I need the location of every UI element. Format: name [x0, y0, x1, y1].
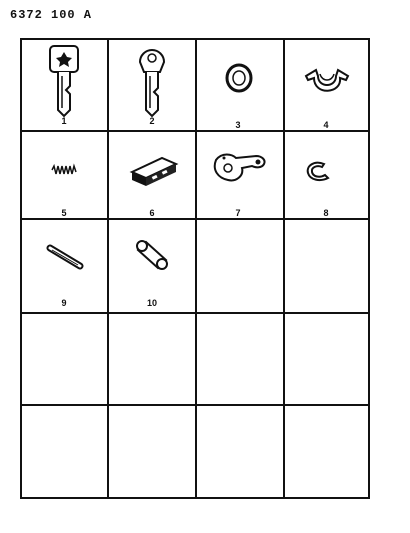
part-number-4: 4	[323, 120, 329, 130]
grid-line	[22, 312, 368, 314]
part-number-8: 8	[323, 208, 329, 218]
grid-line	[283, 40, 285, 497]
grid-line	[107, 40, 109, 497]
part-number-7: 7	[235, 208, 241, 218]
grid-line	[22, 404, 368, 406]
spring-icon	[50, 164, 80, 176]
retainer-ring-icon	[304, 160, 334, 184]
grid-line	[195, 40, 197, 497]
parts-grid	[20, 38, 370, 499]
part-number-10: 10	[146, 298, 158, 308]
part-number-2: 2	[149, 116, 155, 126]
diagram-code: 6372 100 A	[10, 8, 93, 22]
plate-icon	[212, 150, 268, 186]
clip-icon	[302, 62, 352, 102]
key-icon	[132, 44, 172, 120]
roll-pin-icon	[44, 242, 88, 272]
part-number-3: 3	[235, 120, 241, 130]
part-number-6: 6	[149, 208, 155, 218]
part-number-5: 5	[61, 208, 67, 218]
tumbler-block-icon	[128, 152, 180, 190]
ring-icon	[224, 62, 254, 94]
part-number-1: 1	[61, 116, 67, 126]
grid-line	[22, 218, 368, 220]
key-icon	[44, 44, 86, 120]
part-number-9: 9	[61, 298, 67, 308]
sleeve-icon	[132, 240, 176, 276]
grid-line	[22, 130, 368, 132]
